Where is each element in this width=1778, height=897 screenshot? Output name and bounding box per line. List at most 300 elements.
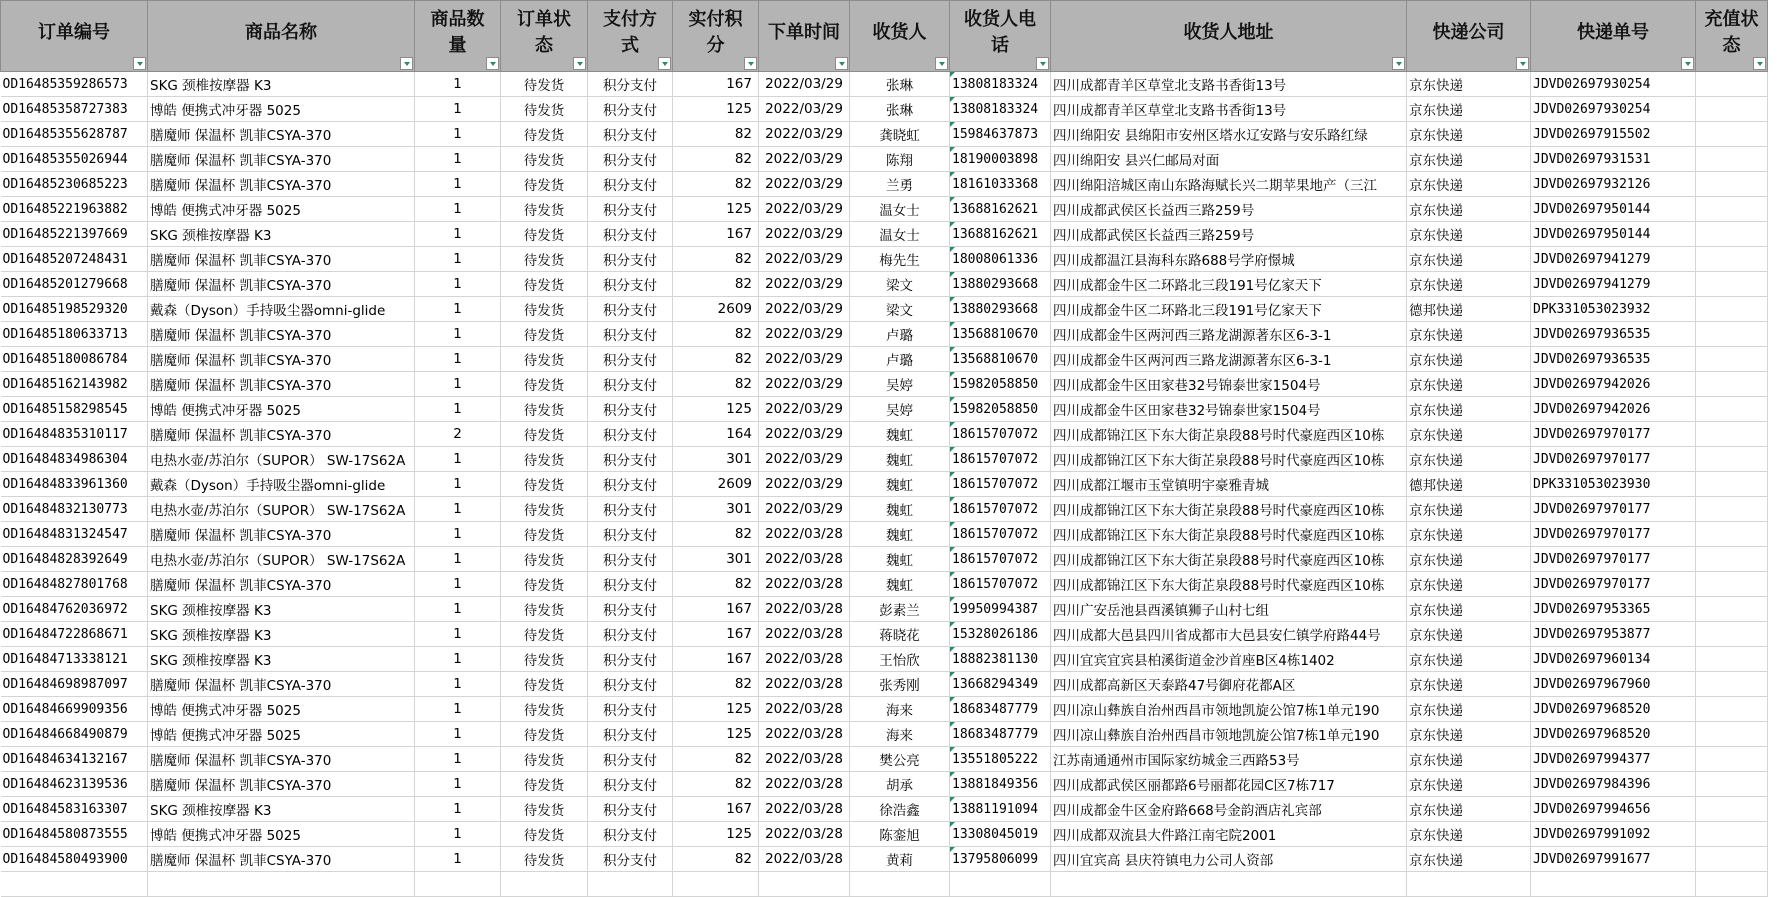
table-cell[interactable]: 待发货 xyxy=(501,747,588,772)
table-cell[interactable]: OD16485180086784 xyxy=(1,347,148,372)
table-cell[interactable] xyxy=(415,872,501,897)
table-cell[interactable]: 积分支付 xyxy=(588,397,673,422)
table-cell[interactable]: OD16484827801768 xyxy=(1,572,148,597)
table-cell[interactable] xyxy=(1696,147,1768,172)
table-cell[interactable]: 戴森（Dyson）手持吸尘器omni-glide xyxy=(148,472,415,497)
table-cell[interactable]: 待发货 xyxy=(501,297,588,322)
table-cell[interactable]: JDVD02697968520 xyxy=(1531,722,1696,747)
table-cell[interactable]: 13568810670 xyxy=(950,322,1051,347)
table-cell[interactable]: 18615707072 xyxy=(950,572,1051,597)
table-cell[interactable]: 1 xyxy=(415,197,501,222)
column-header[interactable] xyxy=(850,1,950,72)
column-header[interactable] xyxy=(1696,1,1768,72)
table-cell[interactable]: 四川宜宾高 县庆符镇电力公司人资部 xyxy=(1051,847,1407,872)
table-cell[interactable]: 积分支付 xyxy=(588,172,673,197)
table-cell[interactable]: 2022/03/28 xyxy=(759,622,850,647)
table-cell[interactable]: 京东快递 xyxy=(1407,672,1531,697)
table-cell[interactable]: 1 xyxy=(415,72,501,97)
table-cell[interactable]: 京东快递 xyxy=(1407,347,1531,372)
table-cell[interactable]: 京东快递 xyxy=(1407,497,1531,522)
table-cell[interactable] xyxy=(1696,597,1768,622)
table-cell[interactable]: 待发货 xyxy=(501,397,588,422)
table-cell[interactable]: JDVD02697967960 xyxy=(1531,672,1696,697)
table-cell[interactable]: 2022/03/28 xyxy=(759,647,850,672)
table-cell[interactable]: 膳魔师 保温杯 凯菲CSYA-370 xyxy=(148,572,415,597)
table-cell[interactable]: OD16484669909356 xyxy=(1,697,148,722)
table-cell[interactable]: 2022/03/29 xyxy=(759,72,850,97)
table-cell[interactable]: 18615707072 xyxy=(950,447,1051,472)
table-cell[interactable]: 龚晓虹 xyxy=(850,122,950,147)
table-cell[interactable]: 京东快递 xyxy=(1407,522,1531,547)
table-cell[interactable]: OD16484698987097 xyxy=(1,672,148,697)
table-cell[interactable]: 吴婷 xyxy=(850,372,950,397)
filter-dropdown-icon[interactable] xyxy=(486,57,499,70)
table-cell[interactable]: JDVD02697950144 xyxy=(1531,197,1696,222)
table-cell[interactable]: 四川成都双流县大件路江南宅院2001 xyxy=(1051,822,1407,847)
table-cell[interactable]: DPK331053023932 xyxy=(1531,297,1696,322)
filter-dropdown-icon[interactable] xyxy=(1516,57,1529,70)
table-cell[interactable] xyxy=(1696,97,1768,122)
column-header[interactable] xyxy=(759,1,850,72)
table-cell[interactable]: 2022/03/28 xyxy=(759,697,850,722)
table-cell[interactable] xyxy=(1696,872,1768,897)
table-cell[interactable]: 待发货 xyxy=(501,822,588,847)
table-cell[interactable]: OD16485221963882 xyxy=(1,197,148,222)
table-cell[interactable]: 1 xyxy=(415,522,501,547)
table-cell[interactable]: 18190003898 xyxy=(950,147,1051,172)
table-cell[interactable]: 1 xyxy=(415,122,501,147)
filter-dropdown-icon[interactable] xyxy=(1753,57,1766,70)
table-cell[interactable]: JDVD02697970177 xyxy=(1531,547,1696,572)
table-cell[interactable]: 积分支付 xyxy=(588,522,673,547)
table-cell[interactable]: 四川绵阳安 县兴仁邮局对面 xyxy=(1051,147,1407,172)
table-cell[interactable]: 待发货 xyxy=(501,847,588,872)
table-cell[interactable]: 京东快递 xyxy=(1407,822,1531,847)
table-cell[interactable]: 待发货 xyxy=(501,122,588,147)
table-cell[interactable]: 82 xyxy=(673,172,759,197)
column-header[interactable] xyxy=(1407,1,1531,72)
table-cell[interactable]: 四川成都武侯区丽都路6号丽都花园C区7栋717 xyxy=(1051,772,1407,797)
table-cell[interactable]: JDVD02697970177 xyxy=(1531,422,1696,447)
table-cell[interactable]: 18615707072 xyxy=(950,422,1051,447)
table-cell[interactable]: 京东快递 xyxy=(1407,422,1531,447)
table-cell[interactable]: 1 xyxy=(415,322,501,347)
table-cell[interactable]: DPK331053023930 xyxy=(1531,472,1696,497)
table-cell[interactable]: OD16485158298545 xyxy=(1,397,148,422)
table-cell[interactable]: 2022/03/29 xyxy=(759,247,850,272)
table-cell[interactable]: 四川凉山彝族自治州西昌市领地凯旋公馆7栋1单元190 xyxy=(1051,722,1407,747)
table-cell[interactable]: 四川成都温江县海科东路688号学府憬城 xyxy=(1051,247,1407,272)
table-cell[interactable]: 13808183324 xyxy=(950,97,1051,122)
table-cell[interactable]: 167 xyxy=(673,597,759,622)
table-cell[interactable]: OD16485230685223 xyxy=(1,172,148,197)
table-cell[interactable]: OD16485355026944 xyxy=(1,147,148,172)
table-cell[interactable]: 膳魔师 保温杯 凯菲CSYA-370 xyxy=(148,372,415,397)
table-cell[interactable]: 四川成都高新区天泰路47号御府花都A区 xyxy=(1051,672,1407,697)
table-cell[interactable]: OD16484580873555 xyxy=(1,822,148,847)
table-cell[interactable]: 博皓 便携式冲牙器 5025 xyxy=(148,697,415,722)
table-cell[interactable]: 2022/03/28 xyxy=(759,547,850,572)
table-cell[interactable]: JDVD02697936535 xyxy=(1531,347,1696,372)
table-cell[interactable]: OD16484831324547 xyxy=(1,522,148,547)
table-cell[interactable]: JDVD02697984396 xyxy=(1531,772,1696,797)
table-cell[interactable]: 积分支付 xyxy=(588,847,673,872)
table-cell[interactable]: 1 xyxy=(415,797,501,822)
table-cell[interactable]: 15984637873 xyxy=(950,122,1051,147)
table-cell[interactable]: OD16484623139536 xyxy=(1,772,148,797)
table-cell[interactable]: 1 xyxy=(415,372,501,397)
table-cell[interactable]: OD16485355628787 xyxy=(1,122,148,147)
table-cell[interactable]: 待发货 xyxy=(501,622,588,647)
table-cell[interactable]: 待发货 xyxy=(501,672,588,697)
table-cell[interactable]: 1 xyxy=(415,447,501,472)
table-cell[interactable]: 2022/03/28 xyxy=(759,572,850,597)
table-cell[interactable]: 膳魔师 保温杯 凯菲CSYA-370 xyxy=(148,172,415,197)
table-cell[interactable] xyxy=(1696,822,1768,847)
table-cell[interactable]: 膳魔师 保温杯 凯菲CSYA-370 xyxy=(148,322,415,347)
table-cell[interactable]: 18161033368 xyxy=(950,172,1051,197)
table-cell[interactable]: 德邦快递 xyxy=(1407,472,1531,497)
column-header[interactable] xyxy=(415,1,501,72)
table-cell[interactable] xyxy=(501,872,588,897)
table-cell[interactable]: 2022/03/29 xyxy=(759,122,850,147)
filter-dropdown-icon[interactable] xyxy=(400,57,413,70)
table-cell[interactable]: 19950994387 xyxy=(950,597,1051,622)
table-cell[interactable]: 膳魔师 保温杯 凯菲CSYA-370 xyxy=(148,247,415,272)
table-cell[interactable]: 82 xyxy=(673,572,759,597)
table-cell[interactable]: 积分支付 xyxy=(588,322,673,347)
table-cell[interactable]: 四川成都武侯区长益西三路259号 xyxy=(1051,197,1407,222)
table-cell[interactable]: 膳魔师 保温杯 凯菲CSYA-370 xyxy=(148,747,415,772)
table-cell[interactable]: OD16484668490879 xyxy=(1,722,148,747)
table-cell[interactable] xyxy=(148,872,415,897)
table-cell[interactable]: 1 xyxy=(415,747,501,772)
table-cell[interactable]: 京东快递 xyxy=(1407,747,1531,772)
table-cell[interactable]: 江苏南通通州市国际家纺城金三西路53号 xyxy=(1051,747,1407,772)
table-cell[interactable] xyxy=(759,872,850,897)
table-cell[interactable]: OD16485180633713 xyxy=(1,322,148,347)
table-cell[interactable]: 四川成都金牛区二环路北三段191号亿家天下 xyxy=(1051,272,1407,297)
table-cell[interactable]: 魏虹 xyxy=(850,472,950,497)
table-cell[interactable]: 待发货 xyxy=(501,772,588,797)
table-cell[interactable]: 膳魔师 保温杯 凯菲CSYA-370 xyxy=(148,347,415,372)
table-cell[interactable]: OD16485198529320 xyxy=(1,297,148,322)
table-cell[interactable]: 82 xyxy=(673,147,759,172)
table-cell[interactable]: 魏虹 xyxy=(850,547,950,572)
table-cell[interactable]: 待发货 xyxy=(501,97,588,122)
table-cell[interactable]: 四川成都锦江区下东大街芷泉段88号时代豪庭西区10栋 xyxy=(1051,572,1407,597)
table-cell[interactable]: 京东快递 xyxy=(1407,722,1531,747)
table-cell[interactable]: 魏虹 xyxy=(850,422,950,447)
filter-dropdown-icon[interactable] xyxy=(1681,57,1694,70)
table-cell[interactable] xyxy=(950,872,1051,897)
table-cell[interactable] xyxy=(1696,797,1768,822)
table-cell[interactable]: 京东快递 xyxy=(1407,772,1531,797)
column-header[interactable] xyxy=(501,1,588,72)
table-cell[interactable] xyxy=(1696,222,1768,247)
table-cell[interactable]: OD16484762036972 xyxy=(1,597,148,622)
table-cell[interactable] xyxy=(673,872,759,897)
table-cell[interactable]: 膳魔师 保温杯 凯菲CSYA-370 xyxy=(148,672,415,697)
table-cell[interactable]: 京东快递 xyxy=(1407,622,1531,647)
table-cell[interactable]: 2022/03/29 xyxy=(759,497,850,522)
table-cell[interactable]: 13688162621 xyxy=(950,197,1051,222)
table-cell[interactable]: 82 xyxy=(673,672,759,697)
table-cell[interactable]: OD16485207248431 xyxy=(1,247,148,272)
table-cell[interactable]: 2022/03/28 xyxy=(759,847,850,872)
table-cell[interactable]: 13881191094 xyxy=(950,797,1051,822)
table-cell[interactable] xyxy=(1696,847,1768,872)
table-cell[interactable]: 四川成都金牛区二环路北三段191号亿家天下 xyxy=(1051,297,1407,322)
table-cell[interactable]: 167 xyxy=(673,622,759,647)
table-cell[interactable] xyxy=(1696,297,1768,322)
table-cell[interactable]: 2022/03/29 xyxy=(759,322,850,347)
table-cell[interactable]: 125 xyxy=(673,697,759,722)
table-cell[interactable]: JDVD02697936535 xyxy=(1531,322,1696,347)
table-cell[interactable]: 167 xyxy=(673,647,759,672)
table-cell[interactable]: 积分支付 xyxy=(588,147,673,172)
table-cell[interactable]: 82 xyxy=(673,347,759,372)
table-cell[interactable] xyxy=(1696,397,1768,422)
table-cell[interactable]: 张琳 xyxy=(850,72,950,97)
table-cell[interactable]: 积分支付 xyxy=(588,547,673,572)
table-cell[interactable]: 125 xyxy=(673,822,759,847)
table-cell[interactable]: 待发货 xyxy=(501,547,588,572)
table-cell[interactable]: 京东快递 xyxy=(1407,397,1531,422)
table-cell[interactable]: 京东快递 xyxy=(1407,797,1531,822)
table-cell[interactable]: JDVD02697991092 xyxy=(1531,822,1696,847)
table-cell[interactable]: 待发货 xyxy=(501,447,588,472)
table-cell[interactable]: 1 xyxy=(415,622,501,647)
filter-dropdown-icon[interactable] xyxy=(1392,57,1405,70)
table-cell[interactable]: JDVD02697953877 xyxy=(1531,622,1696,647)
table-cell[interactable]: 积分支付 xyxy=(588,122,673,147)
table-cell[interactable]: 积分支付 xyxy=(588,647,673,672)
table-cell[interactable]: 戴森（Dyson）手持吸尘器omni-glide xyxy=(148,297,415,322)
table-cell[interactable]: 2022/03/29 xyxy=(759,447,850,472)
table-cell[interactable]: OD16484835310117 xyxy=(1,422,148,447)
table-cell[interactable]: 待发货 xyxy=(501,272,588,297)
table-cell[interactable]: 待发货 xyxy=(501,197,588,222)
table-cell[interactable]: 1 xyxy=(415,722,501,747)
table-cell[interactable]: 京东快递 xyxy=(1407,447,1531,472)
column-header[interactable] xyxy=(1,1,148,72)
table-cell[interactable]: 13688162621 xyxy=(950,222,1051,247)
table-cell[interactable]: 2022/03/29 xyxy=(759,472,850,497)
table-cell[interactable]: OD16484828392649 xyxy=(1,547,148,572)
table-cell[interactable]: 蒋晓花 xyxy=(850,622,950,647)
table-cell[interactable]: 积分支付 xyxy=(588,422,673,447)
filter-dropdown-icon[interactable] xyxy=(133,57,146,70)
table-cell[interactable] xyxy=(1696,72,1768,97)
table-cell[interactable] xyxy=(1696,247,1768,272)
table-cell[interactable]: 膳魔师 保温杯 凯菲CSYA-370 xyxy=(148,422,415,447)
table-cell[interactable]: 樊公亮 xyxy=(850,747,950,772)
table-cell[interactable]: 2022/03/29 xyxy=(759,97,850,122)
table-cell[interactable]: 积分支付 xyxy=(588,697,673,722)
table-cell[interactable]: 1 xyxy=(415,347,501,372)
table-cell[interactable]: 积分支付 xyxy=(588,247,673,272)
table-cell[interactable]: JDVD02697960134 xyxy=(1531,647,1696,672)
table-cell[interactable]: 125 xyxy=(673,197,759,222)
table-cell[interactable]: 82 xyxy=(673,322,759,347)
table-cell[interactable]: SKG 颈椎按摩器 K3 xyxy=(148,647,415,672)
table-cell[interactable] xyxy=(1051,872,1407,897)
table-cell[interactable]: 黄莉 xyxy=(850,847,950,872)
table-cell[interactable] xyxy=(1696,722,1768,747)
table-cell[interactable] xyxy=(1696,372,1768,397)
table-cell[interactable]: 待发货 xyxy=(501,422,588,447)
table-cell[interactable]: 积分支付 xyxy=(588,72,673,97)
table-cell[interactable]: 18615707072 xyxy=(950,497,1051,522)
table-cell[interactable]: 2022/03/29 xyxy=(759,422,850,447)
table-cell[interactable]: OD16484583163307 xyxy=(1,797,148,822)
table-cell[interactable]: 四川成都锦江区下东大街芷泉段88号时代豪庭西区10栋 xyxy=(1051,422,1407,447)
table-cell[interactable]: 京东快递 xyxy=(1407,847,1531,872)
table-cell[interactable]: 82 xyxy=(673,522,759,547)
filter-dropdown-icon[interactable] xyxy=(835,57,848,70)
table-cell[interactable]: 积分支付 xyxy=(588,572,673,597)
table-cell[interactable]: 13808183324 xyxy=(950,72,1051,97)
table-cell[interactable]: 膳魔师 保温杯 凯菲CSYA-370 xyxy=(148,272,415,297)
table-cell[interactable]: JDVD02697930254 xyxy=(1531,72,1696,97)
table-cell[interactable] xyxy=(1696,197,1768,222)
table-cell[interactable]: 待发货 xyxy=(501,172,588,197)
table-cell[interactable]: 125 xyxy=(673,722,759,747)
filter-dropdown-icon[interactable] xyxy=(744,57,757,70)
table-cell[interactable]: 积分支付 xyxy=(588,347,673,372)
table-cell[interactable]: 张秀刚 xyxy=(850,672,950,697)
table-cell[interactable]: 13881849356 xyxy=(950,772,1051,797)
table-cell[interactable] xyxy=(1696,647,1768,672)
table-cell[interactable]: 京东快递 xyxy=(1407,97,1531,122)
table-cell[interactable]: 125 xyxy=(673,397,759,422)
table-cell[interactable]: 梅先生 xyxy=(850,247,950,272)
table-cell[interactable]: 四川绵阳涪城区南山东路海赋长兴二期苹果地产（三江 xyxy=(1051,172,1407,197)
table-cell[interactable]: 167 xyxy=(673,222,759,247)
table-cell[interactable]: 82 xyxy=(673,847,759,872)
table-cell[interactable]: 魏虹 xyxy=(850,522,950,547)
table-cell[interactable]: 海来 xyxy=(850,697,950,722)
table-cell[interactable] xyxy=(1696,747,1768,772)
table-cell[interactable]: 积分支付 xyxy=(588,797,673,822)
table-cell[interactable]: 2022/03/29 xyxy=(759,147,850,172)
table-cell[interactable]: 1 xyxy=(415,147,501,172)
table-cell[interactable]: OD16484580493900 xyxy=(1,847,148,872)
table-cell[interactable] xyxy=(1407,872,1531,897)
table-cell[interactable]: OD16484832130773 xyxy=(1,497,148,522)
table-cell[interactable]: 京东快递 xyxy=(1407,697,1531,722)
table-cell[interactable]: 四川成都武侯区长益西三路259号 xyxy=(1051,222,1407,247)
table-cell[interactable]: 301 xyxy=(673,447,759,472)
table-cell[interactable]: 1 xyxy=(415,647,501,672)
table-cell[interactable]: 四川成都大邑县四川省成都市大邑县安仁镇学府路44号 xyxy=(1051,622,1407,647)
table-cell[interactable]: 2022/03/28 xyxy=(759,772,850,797)
table-cell[interactable] xyxy=(1696,347,1768,372)
table-cell[interactable]: 2022/03/28 xyxy=(759,747,850,772)
table-cell[interactable]: 四川成都金牛区田家巷32号锦泰世家1504号 xyxy=(1051,372,1407,397)
table-cell[interactable] xyxy=(1696,697,1768,722)
table-cell[interactable]: JDVD02697970177 xyxy=(1531,522,1696,547)
table-cell[interactable]: SKG 颈椎按摩器 K3 xyxy=(148,622,415,647)
table-cell[interactable]: 15982058850 xyxy=(950,372,1051,397)
table-cell[interactable]: 彭素兰 xyxy=(850,597,950,622)
table-cell[interactable]: 京东快递 xyxy=(1407,72,1531,97)
table-cell[interactable] xyxy=(1531,872,1696,897)
table-cell[interactable]: 京东快递 xyxy=(1407,322,1531,347)
filter-dropdown-icon[interactable] xyxy=(935,57,948,70)
table-cell[interactable]: 82 xyxy=(673,122,759,147)
table-cell[interactable]: JDVD02697930254 xyxy=(1531,97,1696,122)
table-cell[interactable]: JDVD02697931531 xyxy=(1531,147,1696,172)
table-cell[interactable]: 301 xyxy=(673,497,759,522)
table-cell[interactable]: 18882381130 xyxy=(950,647,1051,672)
table-cell[interactable] xyxy=(1696,497,1768,522)
table-cell[interactable]: OD16484713338121 xyxy=(1,647,148,672)
table-cell[interactable]: 海来 xyxy=(850,722,950,747)
table-cell[interactable]: 1 xyxy=(415,847,501,872)
table-cell[interactable]: 膳魔师 保温杯 凯菲CSYA-370 xyxy=(148,772,415,797)
table-cell[interactable]: 2022/03/29 xyxy=(759,222,850,247)
table-cell[interactable]: 四川成都金牛区两河西三路龙湖源著东区6-3-1 xyxy=(1051,347,1407,372)
table-cell[interactable]: 2022/03/28 xyxy=(759,822,850,847)
table-cell[interactable]: JDVD02697970177 xyxy=(1531,447,1696,472)
table-cell[interactable]: 1 xyxy=(415,547,501,572)
table-cell[interactable]: JDVD02697941279 xyxy=(1531,247,1696,272)
table-cell[interactable]: 京东快递 xyxy=(1407,647,1531,672)
table-cell[interactable]: 待发货 xyxy=(501,647,588,672)
table-cell[interactable]: 魏虹 xyxy=(850,497,950,522)
table-cell[interactable]: 京东快递 xyxy=(1407,547,1531,572)
table-cell[interactable]: 积分支付 xyxy=(588,622,673,647)
column-header[interactable] xyxy=(1051,1,1407,72)
table-cell[interactable]: 待发货 xyxy=(501,472,588,497)
table-cell[interactable]: JDVD02697970177 xyxy=(1531,497,1696,522)
table-cell[interactable]: 1 xyxy=(415,572,501,597)
table-cell[interactable]: 膳魔师 保温杯 凯菲CSYA-370 xyxy=(148,122,415,147)
table-cell[interactable]: 王怡欣 xyxy=(850,647,950,672)
table-cell[interactable]: 2609 xyxy=(673,472,759,497)
table-cell[interactable]: 18683487779 xyxy=(950,697,1051,722)
table-cell[interactable]: 13880293668 xyxy=(950,297,1051,322)
table-cell[interactable]: 1 xyxy=(415,397,501,422)
table-cell[interactable]: 积分支付 xyxy=(588,197,673,222)
table-cell[interactable]: OD16485359286573 xyxy=(1,72,148,97)
table-cell[interactable]: 82 xyxy=(673,372,759,397)
table-cell[interactable]: 四川成都锦江区下东大街芷泉段88号时代豪庭西区10栋 xyxy=(1051,497,1407,522)
table-cell[interactable]: 京东快递 xyxy=(1407,147,1531,172)
table-cell[interactable]: OD16484833961360 xyxy=(1,472,148,497)
table-cell[interactable]: 1 xyxy=(415,297,501,322)
table-cell[interactable]: 京东快递 xyxy=(1407,197,1531,222)
table-cell[interactable]: 1 xyxy=(415,697,501,722)
table-cell[interactable]: 1 xyxy=(415,672,501,697)
table-cell[interactable]: 待发货 xyxy=(501,722,588,747)
table-cell[interactable]: 待发货 xyxy=(501,347,588,372)
table-cell[interactable]: 2022/03/29 xyxy=(759,297,850,322)
table-cell[interactable]: 待发货 xyxy=(501,497,588,522)
table-cell[interactable]: JDVD02697915502 xyxy=(1531,122,1696,147)
table-cell[interactable]: 待发货 xyxy=(501,322,588,347)
table-cell[interactable]: 四川成都金牛区金府路668号金韵酒店礼宾部 xyxy=(1051,797,1407,822)
table-cell[interactable]: 积分支付 xyxy=(588,822,673,847)
table-cell[interactable]: 博皓 便携式冲牙器 5025 xyxy=(148,397,415,422)
table-cell[interactable]: 积分支付 xyxy=(588,372,673,397)
table-cell[interactable]: 四川成都锦江区下东大街芷泉段88号时代豪庭西区10栋 xyxy=(1051,522,1407,547)
table-cell[interactable] xyxy=(1696,472,1768,497)
table-cell[interactable]: 徐浩鑫 xyxy=(850,797,950,822)
table-cell[interactable]: 卢璐 xyxy=(850,347,950,372)
